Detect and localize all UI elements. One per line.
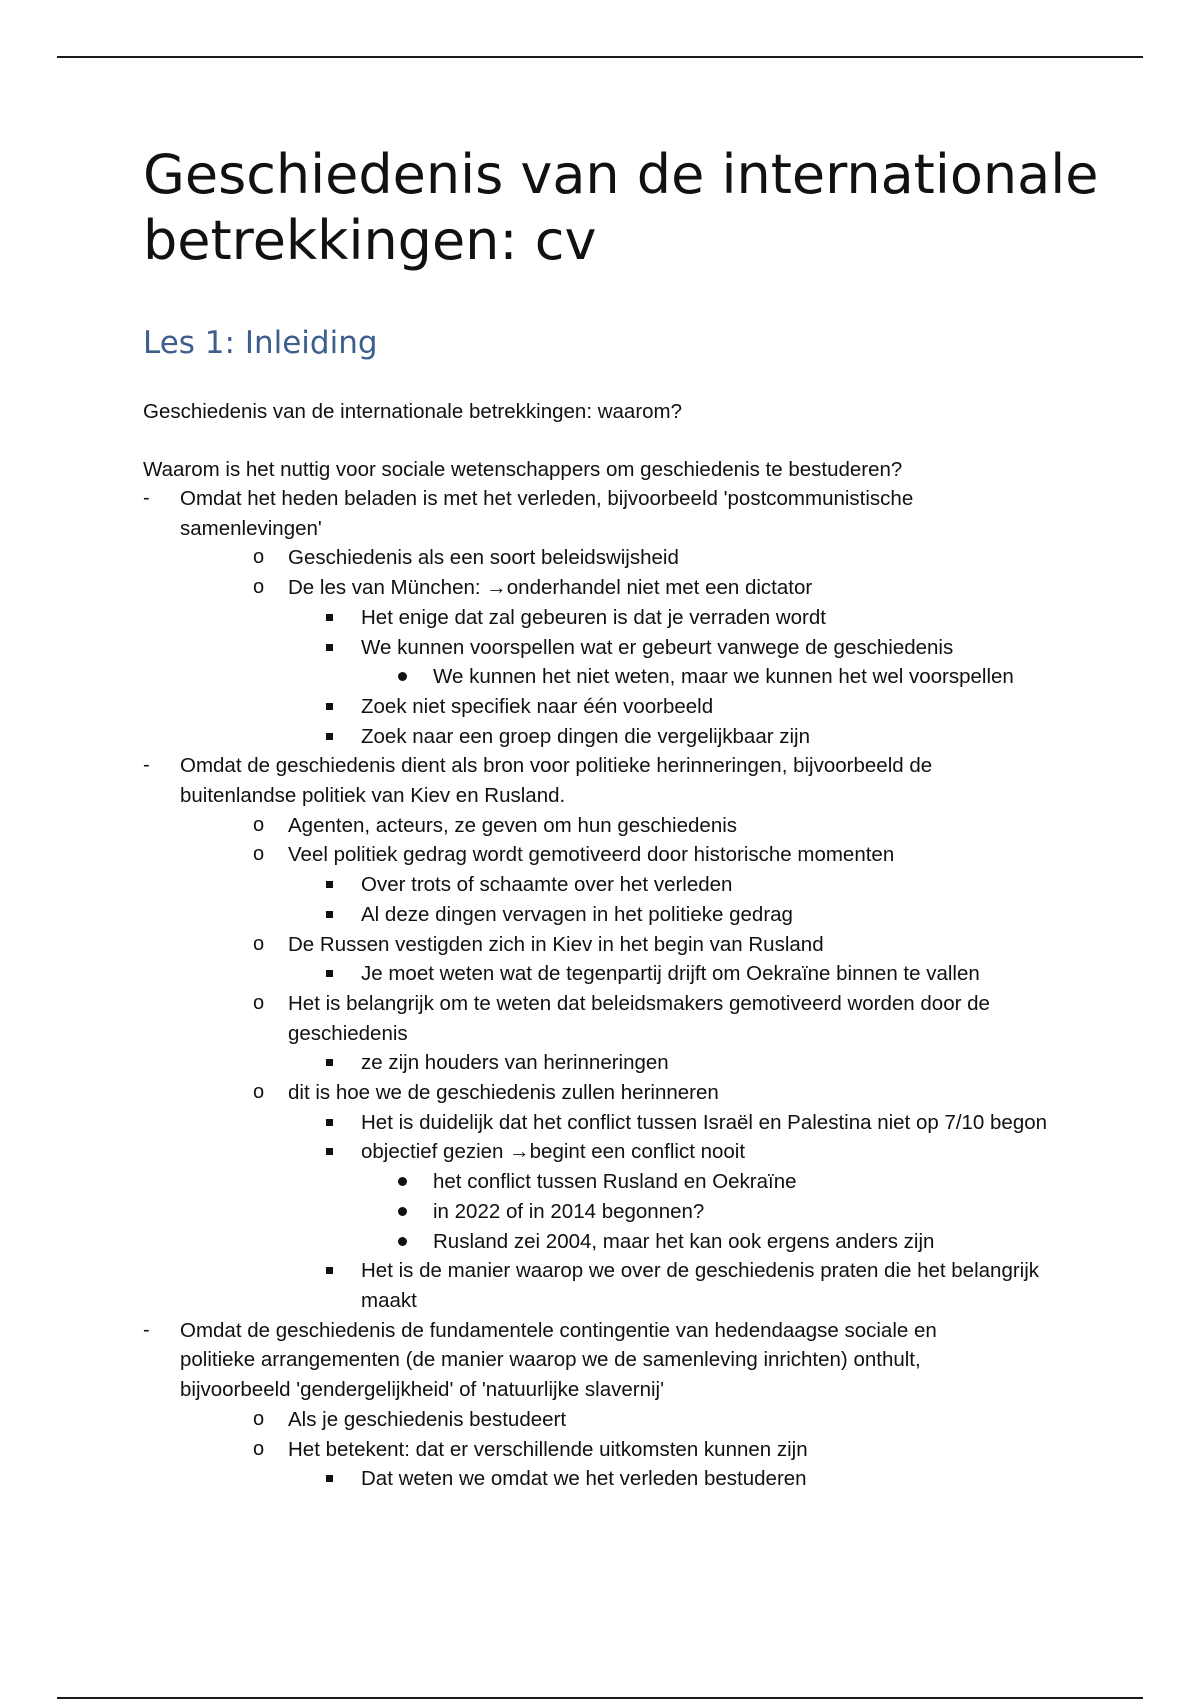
- list-item-text: Omdat de geschiedenis de fundamentele contingentie van hedendaagse sociale en politieke arrangementen (de manier waarop we de samenleving inrichten) onthult, bijvoorbeeld 'gendergelijkheid' of 'natuurlijke slavernij': [180, 1318, 937, 1402]
- list-item: [0, 1137, 1061, 1167]
- bottom-rule: [57, 1697, 1143, 1699]
- square-bullet-icon: [326, 1267, 333, 1274]
- list-item-text: dit is hoe we de geschiedenis zullen herinneren: [288, 1081, 719, 1105]
- list-item: [0, 1256, 1061, 1315]
- intro-line: Geschiedenis van de internationale betrekkingen: waarom?: [143, 400, 683, 423]
- list-item: [0, 1197, 1033, 1227]
- list-item-text: De Russen vestigden zich in Kiev in het begin van Rusland: [288, 932, 824, 956]
- list-item: [0, 811, 1068, 841]
- square-bullet-icon: [326, 881, 333, 888]
- section-heading: Les 1: Inleiding: [143, 325, 378, 361]
- square-bullet-icon: [326, 733, 333, 740]
- list-item-text: Als je geschiedenis bestudeert: [288, 1407, 567, 1431]
- square-bullet-icon: [326, 1475, 333, 1482]
- circle-marker: o: [253, 1081, 265, 1104]
- square-bullet-icon: [326, 644, 333, 651]
- list-item-text: ze zijn houders van herinneringen: [361, 1051, 669, 1075]
- list-item-text: We kunnen het niet weten, maar we kunnen het wel voorspellen: [433, 665, 1014, 689]
- circle-marker: o: [253, 576, 265, 599]
- list-item: [0, 930, 1068, 960]
- list-item-text: Het is belangrijk om te weten dat beleidsmakers gemotiveerd worden door de geschiedenis: [288, 991, 990, 1045]
- dash-marker: -: [143, 1318, 150, 1341]
- bullet-list: [0, 484, 1200, 1494]
- list-item-text: Het is duidelijk dat het conflict tussen Israël en Palestina niet op 7/10 begon: [361, 1110, 1048, 1134]
- round-bullet-icon: [398, 1177, 407, 1186]
- dash-marker: -: [143, 487, 150, 509]
- list-item: [0, 751, 1010, 810]
- list-item-text: Je moet weten wat de tegenpartij drijft om Oekraïne binnen te vallen: [361, 962, 980, 986]
- list-item-text: Zoek naar een groep dingen die vergelijkbaar zijn: [361, 724, 811, 748]
- circle-marker: o: [253, 843, 265, 866]
- list-item: [0, 484, 1010, 543]
- list-item: [0, 543, 1068, 573]
- list-item: [0, 1405, 1068, 1435]
- square-bullet-icon: [326, 1119, 333, 1126]
- circle-marker: o: [253, 813, 265, 836]
- square-bullet-icon: [326, 970, 333, 977]
- dash-marker: -: [143, 754, 150, 777]
- list-item-text: De les van München: →onderhandel niet met een dictator: [288, 576, 813, 600]
- list-item: [0, 722, 1061, 752]
- list-item: [0, 1108, 1061, 1138]
- list-item: [0, 1464, 1061, 1494]
- list-item: [0, 633, 1061, 663]
- list-item-text: Dat weten we omdat we het verleden bestuderen: [361, 1467, 807, 1491]
- list-item-text: Omdat de geschiedenis dient als bron voor politieke herinneringen, bijvoorbeeld de buitenlandse politiek van Kiev en Rusland.: [180, 754, 933, 808]
- list-item: [0, 1227, 1033, 1257]
- top-rule: [57, 56, 1143, 58]
- list-item: [0, 989, 1068, 1048]
- square-bullet-icon: [326, 614, 333, 621]
- list-item-text: het conflict tussen Rusland en Oekraïne: [433, 1170, 797, 1194]
- list-item: [0, 1316, 1010, 1405]
- round-bullet-icon: [398, 1207, 407, 1216]
- round-bullet-icon: [398, 672, 407, 681]
- list-item-text: Het betekent: dat er verschillende uitkomsten kunnen zijn: [288, 1437, 808, 1461]
- square-bullet-icon: [326, 703, 333, 710]
- list-item: [0, 1167, 1033, 1197]
- list-item: [0, 870, 1061, 900]
- circle-marker: o: [253, 1407, 265, 1430]
- question-line: Waarom is het nuttig voor sociale wetenschappers om geschiedenis te bestuderen?: [143, 458, 903, 481]
- list-item-text: Over trots of schaamte over het verleden: [361, 873, 733, 897]
- list-item-text: Zoek niet specifiek naar één voorbeeld: [361, 694, 714, 718]
- square-bullet-icon: [326, 1059, 333, 1066]
- list-item-text: Geschiedenis als een soort beleidswijsheid: [288, 546, 679, 570]
- list-item: [0, 692, 1061, 722]
- round-bullet-icon: [398, 1237, 407, 1246]
- square-bullet-icon: [326, 911, 333, 918]
- square-bullet-icon: [326, 1148, 333, 1155]
- list-item-text: Het enige dat zal gebeuren is dat je verraden wordt: [361, 605, 826, 629]
- list-item-text: Veel politiek gedrag wordt gemotiveerd door historische momenten: [288, 843, 895, 867]
- list-item: [0, 1078, 1068, 1108]
- list-item: [0, 959, 1061, 989]
- list-item: [0, 1048, 1061, 1078]
- list-item-text: Agenten, acteurs, ze geven om hun geschiedenis: [288, 813, 738, 837]
- list-item: [0, 840, 1068, 870]
- list-item-text: in 2022 of in 2014 begonnen?: [433, 1199, 705, 1223]
- list-item-text: Rusland zei 2004, maar het kan ook ergens anders zijn: [433, 1229, 935, 1253]
- list-item-text: Het is de manier waarop we over de geschiedenis praten die het belangrijk maakt: [361, 1259, 1040, 1312]
- document-title: Geschiedenis van de internationale betrekkingen: cv: [143, 143, 1099, 272]
- list-item-text: Al deze dingen vervagen in het politieke gedrag: [361, 902, 793, 926]
- list-item: [0, 662, 1033, 692]
- circle-marker: o: [253, 991, 265, 1014]
- circle-marker: o: [253, 546, 265, 569]
- list-item-text: objectief gezien →begint een conflict nooit: [361, 1140, 746, 1164]
- list-item-text: Omdat het heden beladen is met het verleden, bijvoorbeeld 'postcommunistische samenlevingen': [180, 487, 914, 540]
- circle-marker: o: [253, 1437, 265, 1460]
- list-item: [0, 900, 1061, 930]
- list-item: [0, 603, 1061, 633]
- circle-marker: o: [253, 932, 265, 955]
- list-item: [0, 1435, 1068, 1465]
- list-item: [0, 573, 1068, 603]
- list-item-text: We kunnen voorspellen wat er gebeurt vanwege de geschiedenis: [361, 635, 954, 659]
